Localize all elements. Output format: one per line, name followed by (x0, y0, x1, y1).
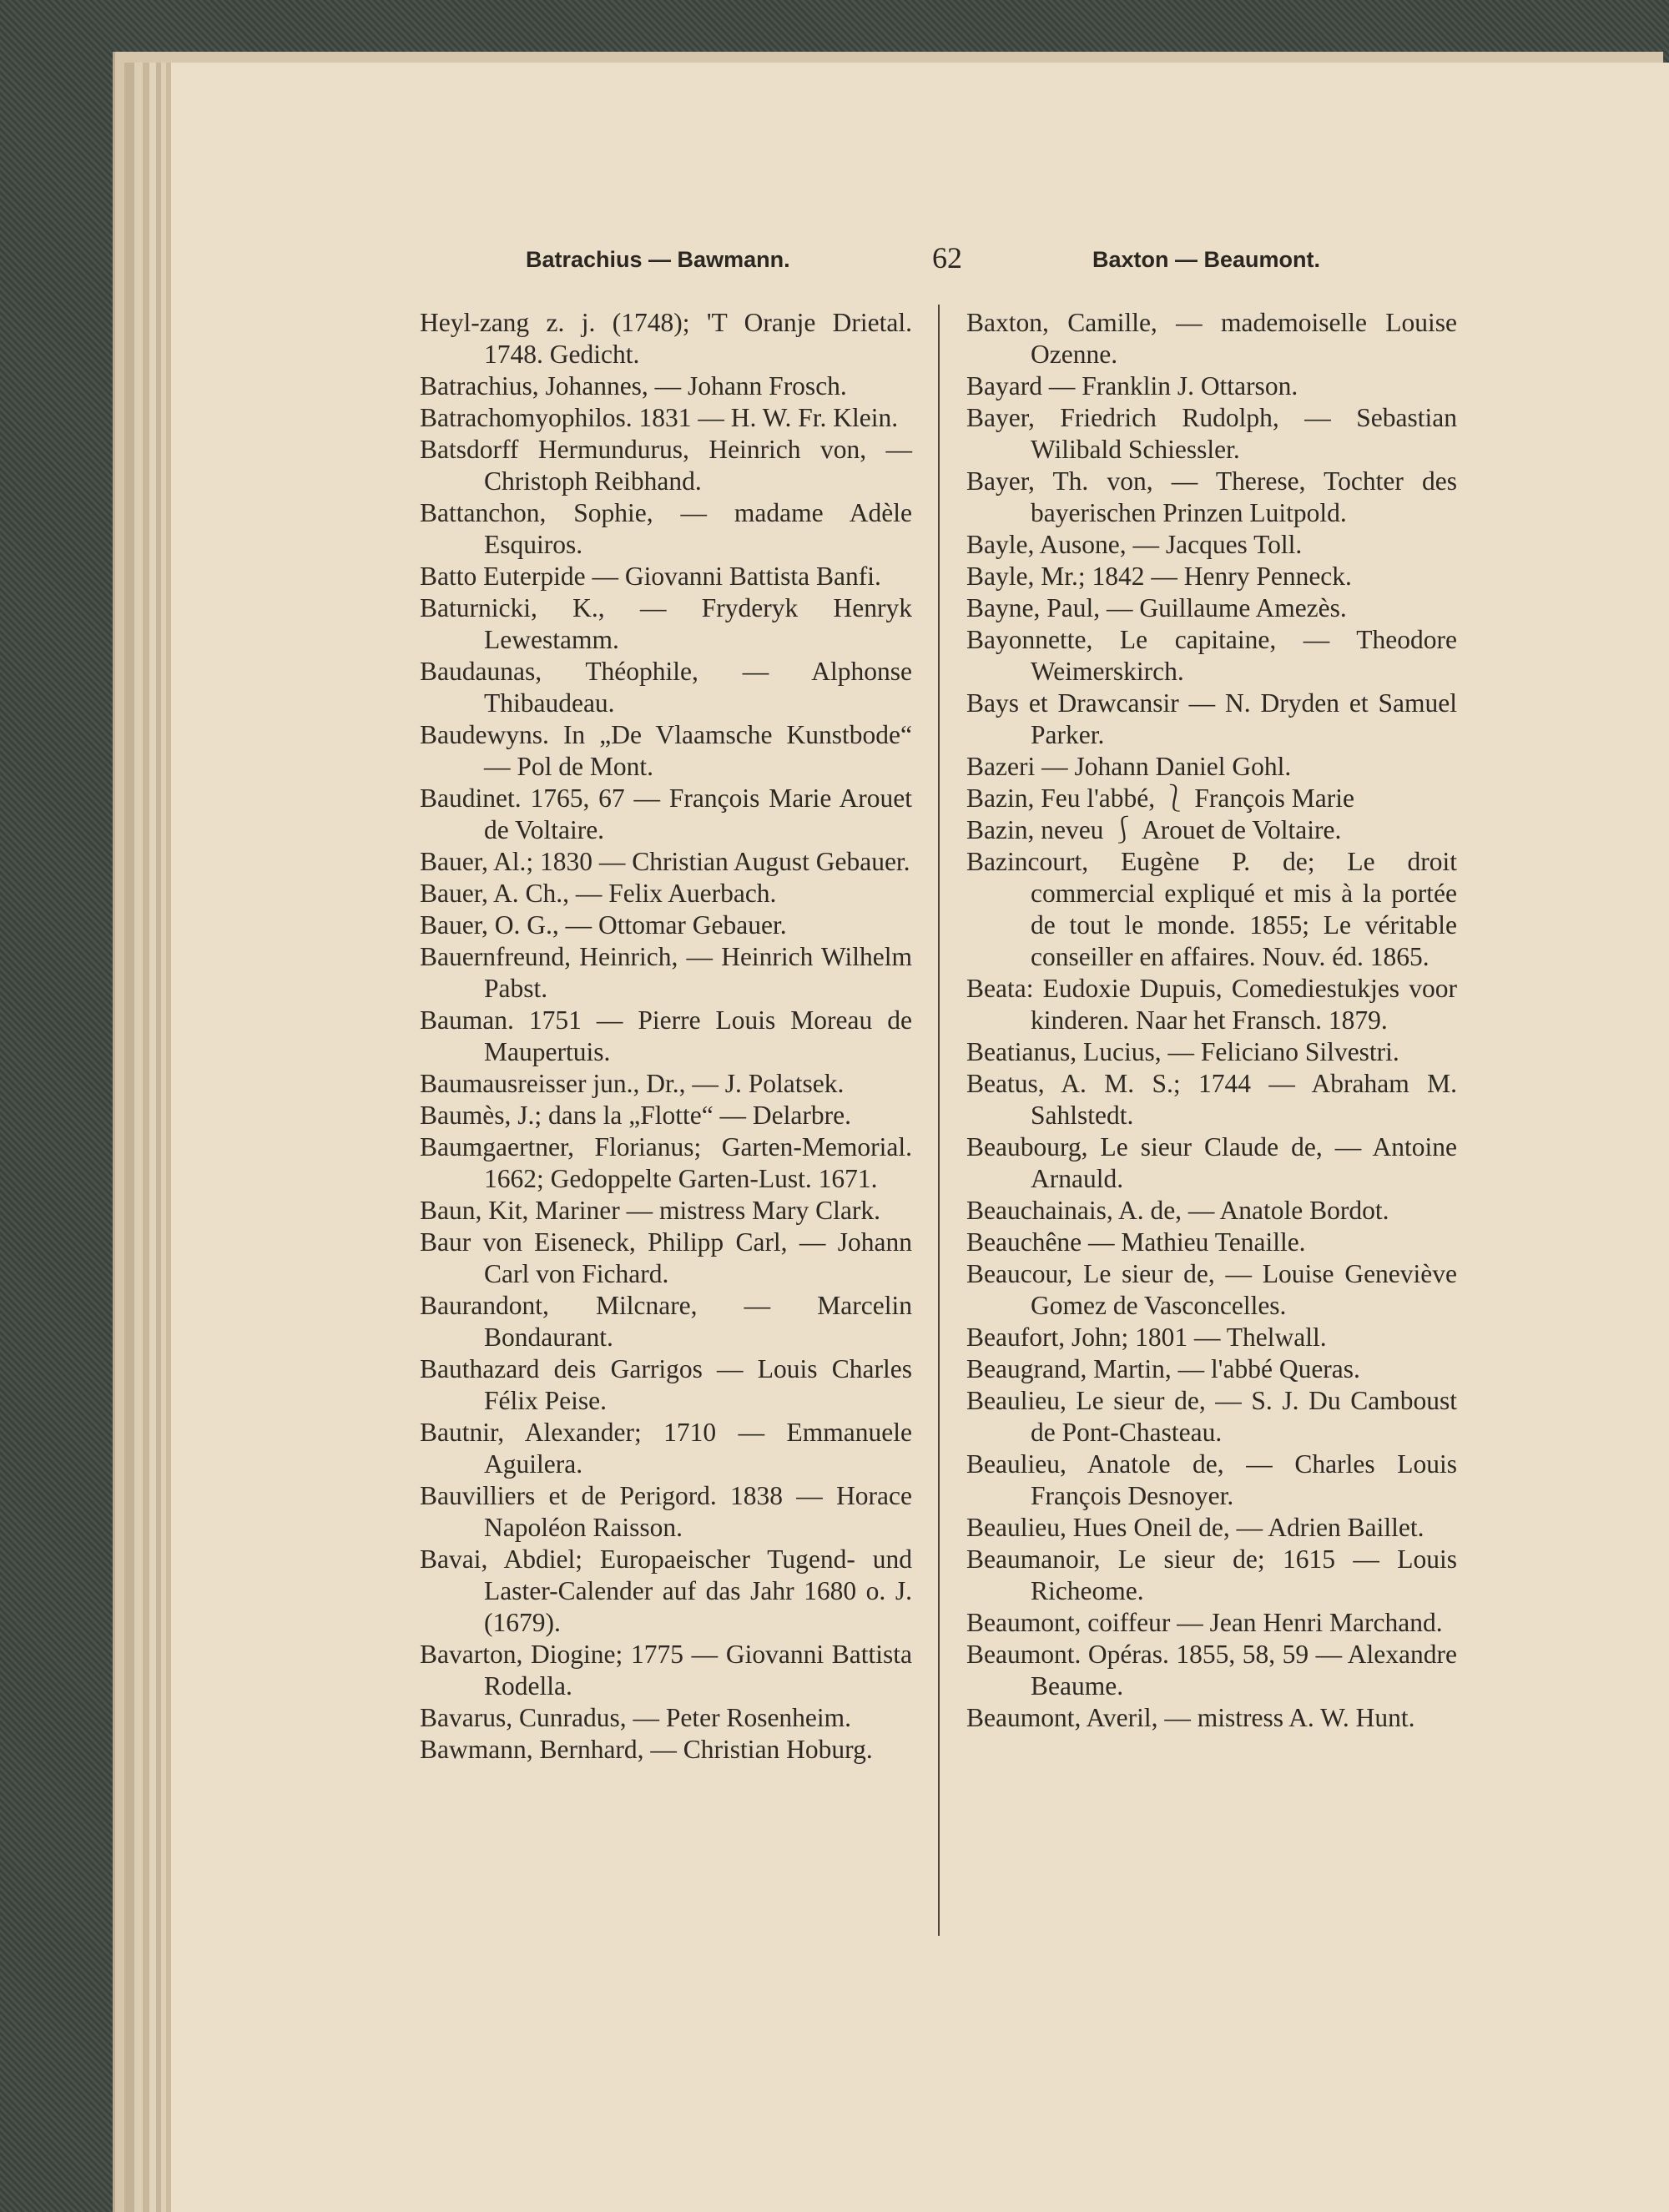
index-entry: Bayne, Paul, — Guillaume Amezès. (966, 593, 1347, 622)
index-entry: Bauer, O. G., — Ottomar Gebauer. (420, 910, 787, 940)
index-entry: Beaumont, Averil, — mistress A. W. Hunt. (966, 1703, 1415, 1732)
index-entry: Beatianus, Lucius, — Feliciano Silvestri. (966, 1037, 1399, 1066)
index-entry: Beaulieu, Le sieur de, — S. J. Du Camboust de Pont-Chasteau. (966, 1386, 1457, 1447)
index-entry: Bavarton, Diogine; 1775 — Giovanni Battista Rodella. (420, 1640, 912, 1701)
index-entry: Baturnicki, K., — Fryderyk Henryk Lewestamm. (420, 593, 912, 654)
index-entry: Bays et Drawcansir — N. Dryden et Samuel Parker. (966, 688, 1457, 749)
index-entry: Bauman. 1751 — Pierre Louis Moreau de Maupertuis. (420, 1005, 912, 1066)
index-entry: Baurandont, Milcnare, — Marcelin Bondaurant. (420, 1291, 912, 1352)
index-entry: Bauer, A. Ch., — Felix Auerbach. (420, 879, 777, 908)
index-entry: Bazin, neveu ⎰ Arouet de Voltaire. (966, 815, 1342, 844)
index-entry: Beaumont, coiffeur — Jean Henri Marchand. (966, 1608, 1443, 1637)
running-head-right: Baxton — Beaumont. (1092, 247, 1321, 272)
index-entry: Bayonnette, Le capitaine, — Theodore Weimerskirch. (966, 625, 1457, 686)
index-entry: Batrachomyophilos. 1831 — H. W. Fr. Klein. (420, 403, 899, 432)
index-entry: Baumausreisser jun., Dr., — J. Polatsek. (420, 1069, 845, 1098)
index-entry: Baudaunas, Théophile, — Alphonse Thibaudeau. (420, 657, 912, 718)
index-entry: Bayle, Mr.; 1842 — Henry Penneck. (966, 562, 1352, 591)
index-entry: Beata: Eudoxie Dupuis, Comediestukjes voor kinderen. Naar het Fransch. 1879. (966, 974, 1457, 1035)
index-entry: Baumès, J.; dans la „Flotte“ — Delarbre. (420, 1101, 851, 1130)
index-entry: Bauer, Al.; 1830 — Christian August Gebauer. (420, 847, 910, 876)
index-entry: Beatus, A. M. S.; 1744 — Abraham M. Sahlstedt. (966, 1069, 1457, 1130)
index-entry: Bavai, Abdiel; Europaeischer Tugend- und Laster-Calender auf das Jahr 1680 o. J. (1679). (420, 1544, 912, 1637)
column-divider (938, 305, 940, 1936)
index-entry: Beaulieu, Hues Oneil de, — Adrien Baillet. (966, 1513, 1424, 1542)
index-entry: Beauchainais, A. de, — Anatole Bordot. (966, 1196, 1389, 1225)
index-entry: Bauvilliers et de Perigord. 1838 — Horace Napoléon Raisson. (420, 1481, 912, 1542)
index-entry: Beauchêne — Mathieu Tenaille. (966, 1227, 1306, 1257)
index-entry: Baumgaertner, Florianus; Garten-Memorial. 1662; Gedoppelte Garten-Lust. 1671. (420, 1132, 912, 1193)
index-entry: Baudewyns. In „De Vlaamsche Kunstbode“ — Pol de Mont. (420, 720, 912, 781)
index-entry: Beaufort, John; 1801 — Thelwall. (966, 1323, 1327, 1352)
page-number: 62 (932, 241, 962, 275)
right-column (966, 307, 1457, 1734)
index-entry: Beaumont. Opéras. 1855, 58, 59 — Alexandre Beaume. (966, 1640, 1457, 1701)
index-entry: Batto Euterpide — Giovanni Battista Banfi. (420, 562, 881, 591)
index-entry: Bawmann, Bernhard, — Christian Hoburg. (420, 1735, 873, 1764)
index-entry: Batrachius, Johannes, — Johann Frosch. (420, 371, 847, 401)
index-entry: Bautnir, Alexander; 1710 — Emmanuele Aguilera. (420, 1418, 912, 1479)
index-entry: Bavarus, Cunradus, — Peter Rosenheim. (420, 1703, 852, 1732)
index-entry: Heyl-zang z. j. (1748); 'T Oranje Drietal. 1748. Gedicht. (420, 308, 912, 369)
index-entry: Baudinet. 1765, 67 — François Marie Arouet de Voltaire. (420, 784, 912, 844)
index-entry: Bazeri — Johann Daniel Gohl. (966, 752, 1292, 781)
index-entry: Batsdorff Hermundurus, Heinrich von, — Christoph Reibhand. (420, 435, 912, 496)
index-entry: Baxton, Camille, — mademoiselle Louise Ozenne. (966, 308, 1457, 369)
index-entry: Bayer, Friedrich Rudolph, — Sebastian Wilibald Schiessler. (966, 403, 1457, 464)
index-entry: Beaubourg, Le sieur Claude de, — Antoine Arnauld. (966, 1132, 1457, 1193)
running-head-left: Batrachius — Bawmann. (526, 247, 790, 272)
index-entry: Beaucour, Le sieur de, — Louise Geneviève Gomez de Vasconcelles. (966, 1259, 1457, 1320)
left-column (420, 307, 912, 1766)
index-entry: Beaumanoir, Le sieur de; 1615 — Louis Richeome. (966, 1544, 1457, 1605)
index-entry: Bazincourt, Eugène P. de; Le droit commercial expliqué et mis à la portée de tout le monde. 1855; Le véritable conseiller en affaires. Nouv. éd. 1865. (966, 847, 1457, 971)
index-entry: Beaulieu, Anatole de, — Charles Louis François Desnoyer. (966, 1449, 1457, 1510)
index-entry: Bauernfreund, Heinrich, — Heinrich Wilhelm Pabst. (420, 942, 912, 1003)
index-entry: Baun, Kit, Mariner — mistress Mary Clark. (420, 1196, 881, 1225)
index-entry: Beaugrand, Martin, — l'abbé Queras. (966, 1354, 1360, 1383)
index-entry: Bauthazard deis Garrigos — Louis Charles Félix Peise. (420, 1354, 912, 1415)
index-entry: Baur von Eiseneck, Philipp Carl, — Johann Carl von Fichard. (420, 1227, 912, 1288)
index-entry: Bayer, Th. von, — Therese, Tochter des bayerischen Prinzen Luitpold. (966, 466, 1457, 527)
index-entry: Bayle, Ausone, — Jacques Toll. (966, 530, 1303, 559)
index-entry: Bazin, Feu l'abbé, ⎱ François Marie (966, 784, 1354, 813)
index-entry: Battanchon, Sophie, — madame Adèle Esquiros. (420, 498, 912, 559)
index-entry: Bayard — Franklin J. Ottarson. (966, 371, 1298, 401)
